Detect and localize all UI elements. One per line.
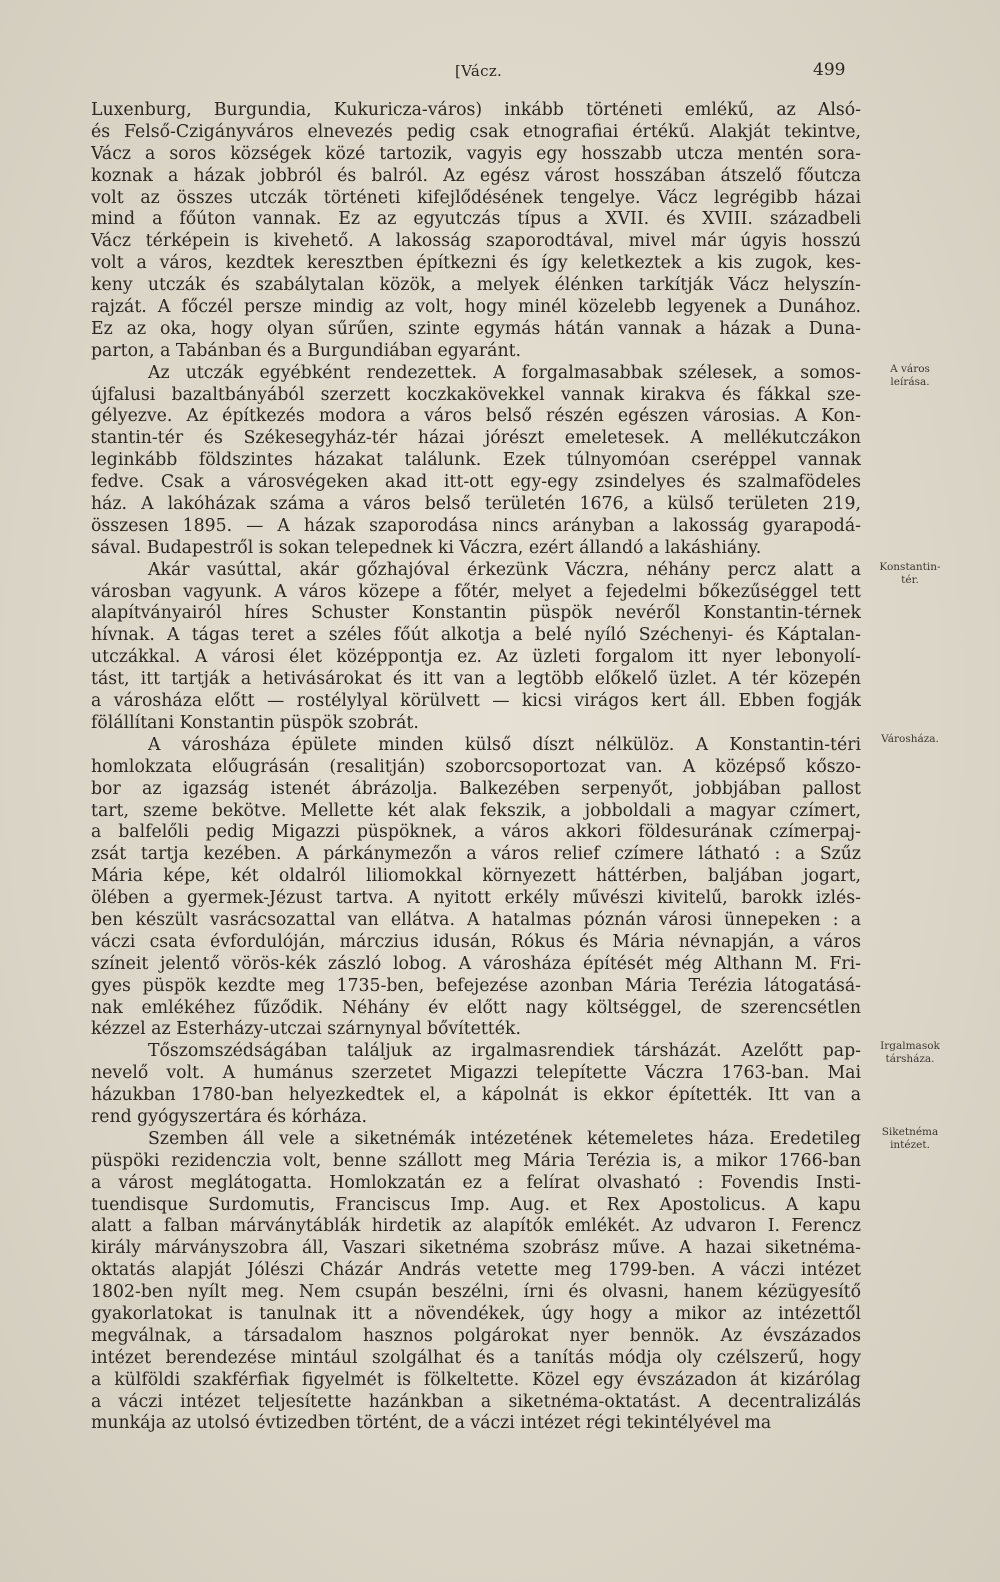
text-line: fölállítani Konstantin püspök szobrát.: [91, 712, 419, 733]
text-line: munkája az utolsó évtizedben történt, de a váczi intézet régi tekintélyével ma: [91, 1413, 772, 1434]
text-line: király márványszobra áll, Vaszari siketnéma szobrász műve. A hazai siketnéma-: [91, 1238, 861, 1259]
sidenote-irgalmasok: [862, 1040, 958, 1066]
text-line: bor az igazság istenét ábrázolja. Balkezében serpenyőt, jobbjában pallost: [91, 778, 861, 799]
sidenote-line: Városháza.: [881, 733, 939, 745]
paragraph: [91, 735, 861, 1041]
text-line: összesen 1895. — A házak szaporodása nincs arányban a lakosság gyarapodá-: [91, 515, 861, 536]
text-line: Luxenburg, Burgundia, Kukuricza-város) inkább történeti emlékű, az Alsó-: [91, 100, 861, 120]
sidenote-siketnema: [862, 1126, 958, 1152]
text-line: parton, a Tabánban és a Burgundiában egyaránt.: [91, 340, 522, 361]
text-line: stantin-tér és Székesegyház-tér házai jórészt emeletesek. A mellékutczákon: [91, 428, 861, 449]
text-line: 1802-ben nyílt meg. Nem csupán beszélni, írni és olvasni, hanem kézügyesítő: [91, 1282, 861, 1303]
text-line: Akár vasúttal, akár gőzhajóval érkezünk Váczra, néhány percz alatt a: [148, 559, 861, 580]
text-line: nak emlékéhez fűződik. Néhány év előtt nagy költséggel, de szerencsétlen: [91, 997, 861, 1018]
sidenote-varos-leirasa: [862, 363, 958, 389]
text-line: Mária képe, két oldalról liliomokkal környezett háttérben, baljában jogart,: [91, 866, 861, 887]
text-line: házukban 1780-ban helyezkedtek el, a kápolnát is ekkor építették. Itt van a: [91, 1085, 861, 1106]
text-line: intézet berendezése mintául szolgálhat és a tanítás módja oly czélszerű, hogy: [91, 1347, 861, 1368]
text-line: gélyezve. Az építkezés modora a város belső részén egészen városias. A Kon-: [91, 406, 861, 427]
paragraph: [91, 100, 861, 363]
text-line: leginkább földszintes házakat találunk. Ezek túlnyomóan cseréppel vannak: [91, 450, 861, 471]
sidenote-konstantin-ter: [862, 561, 958, 587]
sidenote-line: Konstantin-: [879, 561, 941, 573]
text-line: oktatás alapját Jólészi Cházár András vetette meg 1799-ben. A váczi intézet: [91, 1260, 861, 1281]
page-number: 499: [813, 60, 846, 80]
text-line: ház. A lakóházak száma a város belső területén 1676, a külső területen 219,: [91, 494, 861, 515]
paragraph: [91, 1129, 861, 1435]
text-line: rend gyógyszertára és kórháza.: [91, 1106, 368, 1127]
text-line: Szemben áll vele a siketnémák intézetének kétemeletes háza. Eredetileg: [148, 1128, 861, 1149]
sidenote-line: A város: [890, 363, 930, 375]
text-line: Vácz térképein is kivehető. A lakosság szaporodtával, mivel már úgyis hosszú: [91, 231, 861, 252]
text-line: volt a város, kezdtek keresztben építkezni és így keletkeztek a kis zugok, kes-: [91, 253, 861, 274]
text-line: zsát tartja kezében. A párkánymezőn a város relief czímere látható : a Szűz: [91, 844, 861, 865]
text-line: gyes püspök kezdte meg 1735-ben, befejezése azonban Mária Terézia látogatásá-: [91, 975, 861, 996]
sidenote-varoshaza: [862, 733, 958, 746]
text-line: alatt a falban márványtáblák hirdetik az alapítók emlékét. Az udvaron I. Ferencz: [91, 1216, 861, 1237]
text-line: ben készült vasrácsozattal van ellátva. A hatalmas póznán városi ünnepeken : a: [91, 909, 861, 930]
text-line: Ez az oka, hogy olyan sűrűen, szinte egymás hátán vannak a házak a Duna-: [91, 318, 861, 339]
text-line: Vácz a soros községek közé tartozik, vagyis egy hosszabb utcza mentén sora-: [91, 143, 861, 164]
text-line: püspöki rezidenczia volt, benne szállott meg Mária Terézia is, a mikor 1766-ban: [91, 1150, 861, 1171]
text-line: Tőszomszédságában találjuk az irgalmasrendiek társházát. Azelőtt pap-: [148, 1041, 861, 1062]
running-title: [Vácz.: [455, 62, 503, 80]
paragraph: [91, 560, 861, 735]
text-line: városban vagyunk. A város közepe a főtér, melyet a fejedelmi bőkezűséggel tett: [91, 581, 861, 602]
text-line: tást, itt tartják a hetivásárokat és itt van a legtöbb előkelő üzlet. A tér közepén: [91, 669, 861, 690]
text-line: a várost meglátogatta. Homlokzatán ez a felírat olvasható : Fovendis Insti-: [91, 1172, 861, 1193]
text-line: rajzát. A főczél persze mindig az volt, hogy minél közelebb legyenek a Dunához.: [91, 297, 861, 318]
text-line: nevelő volt. A humánus szerzetet Migazzi telepítette Váczra 1763-ban. Mai: [91, 1063, 861, 1084]
text-line: Az utczák egyébként rendezettek. A forgalmasabbak szélesek, a somos-: [148, 362, 861, 383]
sidenote-line: Siketnéma: [881, 1126, 939, 1138]
text-line: homlokzata előugrásán (resalitján) szoborcsoportozat van. A középső kőszo-: [91, 756, 861, 777]
text-line: alapítványairól híres Schuster Konstantin püspök nevéről Konstantin-térnek: [91, 603, 861, 624]
text-line: hívnak. A tágas teret a széles főút alkotja a belé nyíló Széchenyi- és Káptalan-: [91, 625, 861, 646]
text-line: ölében a gyermek-Jézust tartva. A nyitott erkély művészi kivitelű, barokk izlés-: [91, 888, 861, 909]
text-line: a balfelőli pedig Migazzi püspöknek, a város akkori földesurának czímerpaj-: [91, 822, 861, 843]
text-line: a váczi intézet teljesítette hazánkban a siketnéma-oktatást. A decentralizálás: [91, 1391, 861, 1412]
text-line: volt az összes utczák történeti kifejlődésének tengelye. Vácz legrégibb házai: [91, 187, 861, 208]
sidenote-line: Irgalmasok: [880, 1040, 940, 1052]
paragraph: [91, 363, 861, 560]
sidenote-line: tér.: [901, 574, 919, 586]
text-line: keny utczák és szabálytalan közök, a melyek élénken tarkítják Vácz helyszín-: [91, 275, 861, 296]
sidenote-line: társháza.: [885, 1053, 935, 1065]
text-line: mind a főúton vannak. Ez az egyutczás típus a XVII. és XVIII. századbeli: [91, 209, 861, 230]
text-line: utczákkal. A városi élet középpontja ez. Az üzleti forgalom itt nyer lebonyolí-: [91, 647, 861, 668]
text-line: koznak a házak jobbról és balról. Az egész várost hosszában átszelő főutcza: [91, 165, 861, 186]
text-line: fedve. Csak a városvégeken akad itt-ott egy-egy zsindelyes és szalmafödeles: [91, 472, 861, 493]
text-line: a külföldi szakférfiak figyelmét is fölkeltette. Közel egy évszázadon át kizárólag: [91, 1369, 861, 1390]
paragraph: [91, 1041, 861, 1129]
text-line: és Felső-Czigányváros elnevezés pedig csak etnografiai értékű. Alakját tekintve,: [91, 121, 861, 142]
text-line: A városháza épülete minden külső díszt nélkülöz. A Konstantin-téri: [148, 734, 861, 755]
text-line: tart, szeme bekötve. Mellette két alak fekszik, a jobboldali a magyar czímert,: [91, 800, 861, 821]
text-line: sával. Budapestről is sokan telepednek ki Váczra, ezért állandó a lakáshiány.: [91, 537, 762, 558]
text-line: megválnak, a társadalom hasznos polgárokat nyer bennök. Az évszázados: [91, 1325, 861, 1346]
text-line: kézzel az Esterházy-utczai szárnynyal bővítették.: [91, 1019, 521, 1040]
sidenote-line: leírása.: [890, 376, 930, 388]
text-line: tuendisque Surdomutis, Franciscus Imp. Aug. et Rex Apostolicus. A kapu: [91, 1194, 861, 1215]
text-line: a városháza előtt — rostélylyal körülvett — kicsi virágos kert áll. Ebben fogják: [91, 691, 861, 712]
text-line: újfalusi bazaltbányából szerzett koczkakövekkel vannak kirakva és fákkal sze-: [91, 384, 861, 405]
text-line: színeit jelentő vörös-kék zászló lobog. A városháza építését még Althann M. Fri-: [91, 953, 861, 974]
text-line: váczi csata évfordulóján, márczius idusán, Rókus és Mária névnapján, a város: [91, 931, 861, 952]
text-line: gyakorlatokat is tanulnak itt a növendékek, úgy hogy a mikor az intézettől: [91, 1303, 861, 1324]
body-text: [91, 100, 861, 1435]
sidenote-line: intézet.: [890, 1139, 930, 1151]
